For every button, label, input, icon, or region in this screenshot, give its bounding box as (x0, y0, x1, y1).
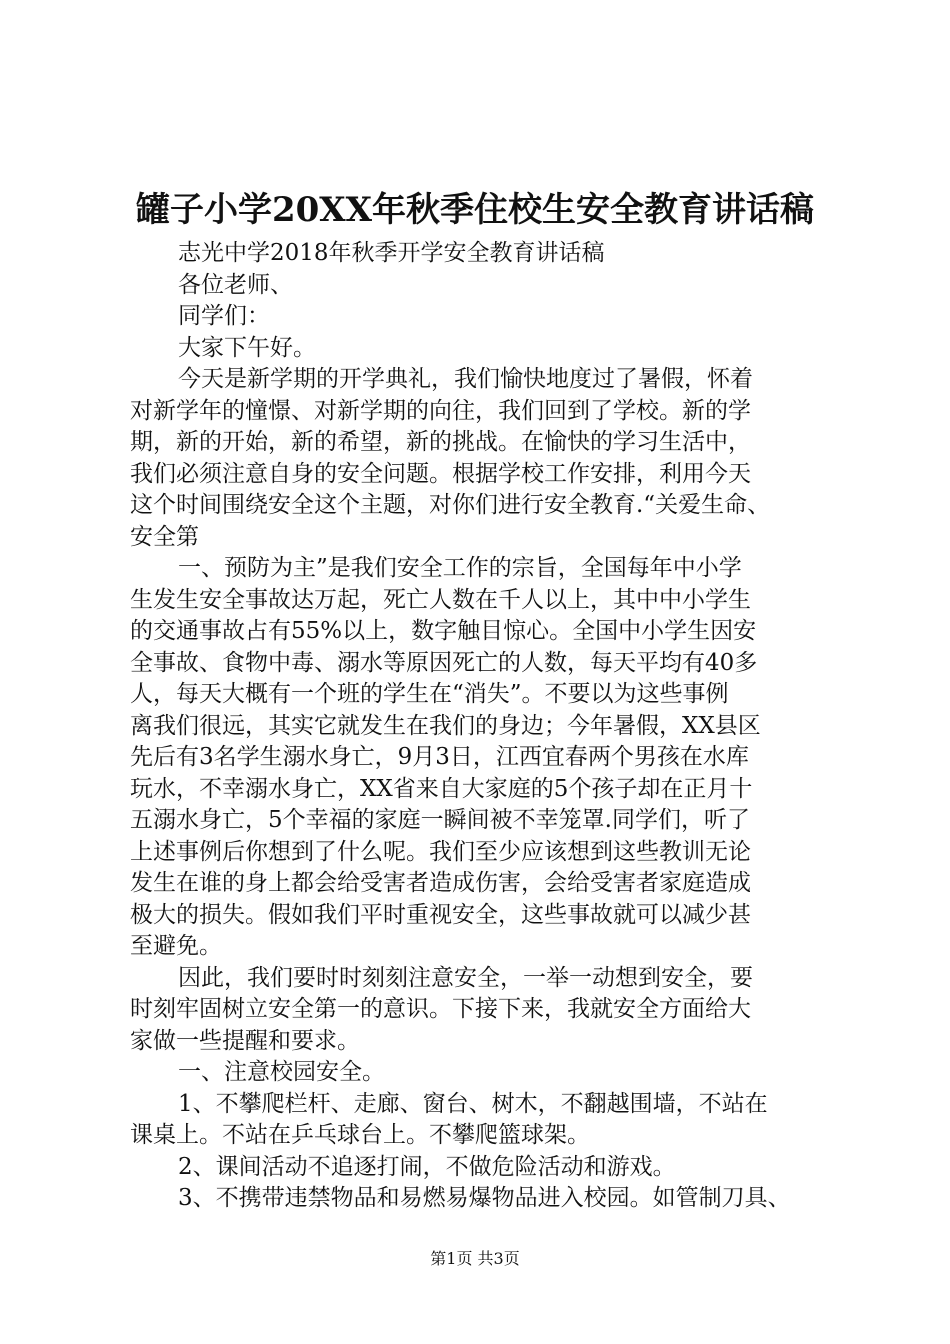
body-line: 至避免。 (130, 933, 222, 959)
body-line: 这个时间围绕安全这个主题，对你们进行安全教育.“关爱生命、 (130, 492, 771, 518)
body-line: 1、不攀爬栏杆、走廊、窗台、树木，不翻越围墙，不站在 (178, 1090, 768, 1117)
body-line: 离我们很远，其实它就发生在我们的身边；今年暑假，XX县区 (130, 712, 761, 739)
body-line: 生发生安全事故达万起，死亡人数在千人以上，其中中小学生 (130, 586, 751, 613)
body-line: 极大的损失。假如我们平时重视安全，这些事故就可以减少甚 (130, 901, 751, 928)
page-footer: 第1页 共3页 (430, 1249, 520, 1268)
body-line: 上述事例后你想到了什么呢。我们至少应该想到这些教训无论 (130, 838, 751, 865)
body-line: 大家下午好。 (178, 334, 316, 361)
body-line: 同学们： (178, 303, 270, 329)
body-line: 课桌上。不站在乒乓球台上。不攀爬篮球架。 (130, 1122, 590, 1148)
body-line: 时刻牢固树立安全第一的意识。下接下来，我就安全方面给大 (130, 996, 751, 1022)
body-line: 全事故、食物中毒、溺水等原因死亡的人数，每天平均有40多 (130, 649, 758, 676)
body-line: 一、预防为主”是我们安全工作的宗旨，全国每年中小学 (178, 555, 742, 581)
document-title: 罐子小学20XX年秋季住校生安全教育讲话稿 (135, 190, 815, 230)
body-line: 家做一些提醒和要求。 (130, 1027, 360, 1054)
body-line: 今天是新学期的开学典礼，我们愉快地度过了暑假，怀着 (178, 366, 753, 392)
body-line: 3、不携带违禁物品和易燃易爆物品进入校园。如管制刀具、 (178, 1185, 791, 1211)
body-line: 期，新的开始，新的希望，新的挑战。在愉快的学习生活中， (130, 429, 751, 455)
body-line: 发生在谁的身上都会给受害者造成伤害，会给受害者家庭造成 (130, 870, 751, 896)
body-line: 的交通事故占有55%以上，数字触目惊心。全国中小学生因安 (130, 618, 757, 644)
body-line: 安全第 (130, 523, 199, 550)
body-line: 玩水，不幸溺水身亡，XX省来自大家庭的5个孩子却在正月十 (130, 775, 753, 802)
body-line: 五溺水身亡，5个幸福的家庭一瞬间被不幸笼罩.同学们，听了 (130, 807, 750, 833)
body-line: 一、注意校园安全。 (178, 1059, 385, 1085)
body-line: 因此，我们要时时刻刻注意安全，一举一动想到安全，要 (178, 964, 753, 991)
body-line: 对新学年的憧憬、对新学期的向往，我们回到了学校。新的学 (130, 397, 751, 424)
body-line: 先后有3名学生溺水身亡，9月3日，江西宜春两个男孩在水库 (130, 744, 749, 770)
body-line: 人，每天大概有一个班的学生在“消失”。不要以为这些事例 (130, 681, 729, 707)
body-line: 我们必须注意自身的安全问题。根据学校工作安排，利用今天 (130, 460, 751, 487)
document-body (130, 238, 830, 1215)
body-line: 志光中学2018年秋季开学安全教育讲话稿 (178, 240, 605, 266)
body-line: 2、课间活动不追逐打闹，不做危险活动和游戏。 (178, 1153, 676, 1180)
body-line: 各位老师、 (178, 271, 293, 298)
